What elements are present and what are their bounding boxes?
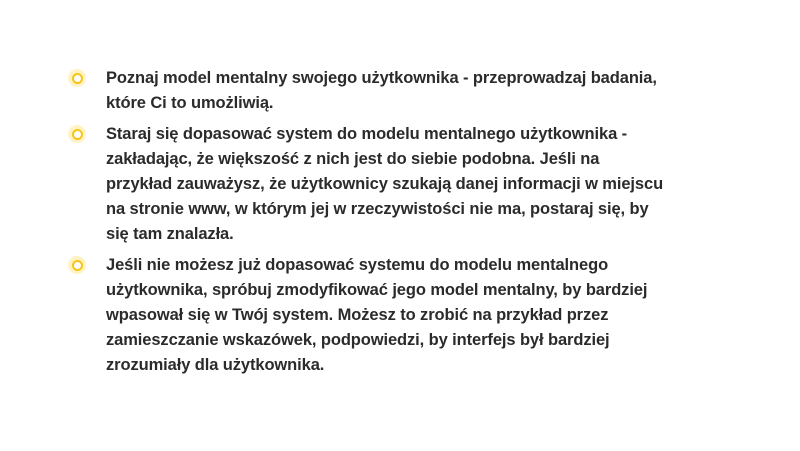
- tips-list: [68, 66, 668, 384]
- circle-bullet-icon: [68, 69, 86, 87]
- circle-bullet-icon: [68, 256, 86, 274]
- list-item: [68, 66, 668, 116]
- list-item: [68, 253, 668, 378]
- list-item-text: Staraj się dopasować system do modelu mentalnego użytkownika - zakładając, że większość z nich jest do siebie podobna. Jeśli na przykład zauważysz, że użytkownicy szukają danej informacji w miejscu na stronie www, w którym jej w rzeczywistości nie ma, postaraj się, by się tam znalazła.: [106, 125, 664, 243]
- list-item-text: Poznaj model mentalny swojego użytkownika - przeprowadzaj badania, które Ci to umożliwią.: [106, 69, 657, 112]
- list-item-text: Jeśli nie możesz już dopasować systemu do modelu mentalnego użytkownika, spróbuj zmodyfikować jego model mentalny, by bardziej wpasował się w Twój system. Możesz to zrobić na przykład przez zamieszczanie wskazówek, podpowiedzi, by interfejs był bardziej zrozumiały dla użytkownika.: [106, 256, 648, 374]
- list-item: [68, 122, 668, 247]
- circle-bullet-icon: [68, 125, 86, 143]
